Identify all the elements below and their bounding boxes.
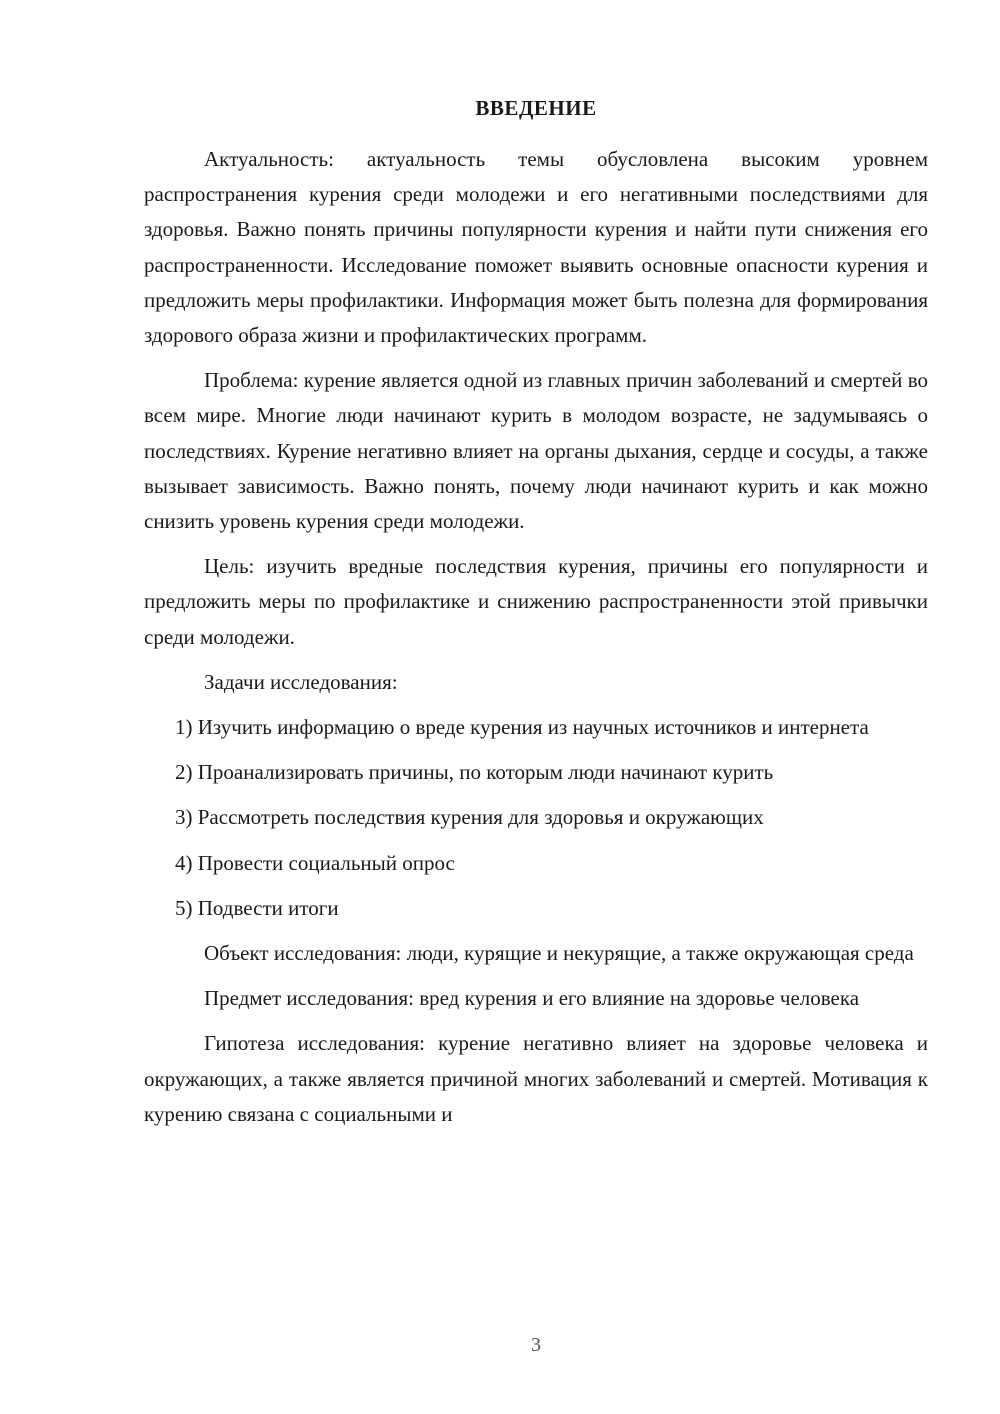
task-item-3: 3) Рассмотреть последствия курения для здоровья и окружающих [175, 805, 764, 830]
task-item-4: 4) Провести социальный опрос [175, 850, 455, 875]
paragraph-hypothesis: Гипотеза исследования: курение негативно влияет на здоровье человека и окружающих, а также является причиной многих заболеваний и смертей. Мотивация к курению связана с социальными и [144, 1031, 928, 1126]
paragraph-subject: Предмет исследования: вред курения и его влияние на здоровье человека [204, 986, 860, 1011]
page-number: 3 [531, 1334, 541, 1356]
section-title: ВВЕДЕНИЕ [475, 96, 597, 120]
paragraph-object: Объект исследования: люди, курящие и некурящие, а также окружающая среда [204, 941, 914, 966]
tasks-heading: Задачи исследования: [204, 669, 398, 694]
document-body [144, 142, 928, 1142]
paragraph-problem: Проблема: курение является одной из главных причин заболеваний и смертей во всем мире. Многие люди начинают курить в молодом возрасте, не задумываясь о последствиях. Курение негативно влияет на органы дыхания, сердце и сосуды, а также вызывает зависимость. Важно понять, почему люди начинают курить и как можно снизить уровень курения среди молодежи. [144, 368, 928, 534]
task-item-2: 2) Проанализировать причины, по которым люди начинают курить [175, 760, 774, 785]
task-item-5: 5) Подвести итоги [175, 895, 339, 920]
task-item-1: 1) Изучить информацию о вреде курения из научных источников и интернета [175, 715, 869, 740]
paragraph-goal: Цель: изучить вредные последствия курения, причины его популярности и предложить меры по профилактике и снижению распространенности этой привычки среди молодежи. [144, 554, 928, 649]
paragraph-relevance: Актуальность: актуальность темы обусловлена высоким уровнем распространения курения среди молодежи и его негативными последствиями для здоровья. Важно понять причины популярности курения и найти пути снижения его распространенности. Исследование поможет выявить основные опасности курения и предложить меры профилактики. Информация может быть полезна для формирования здорового образа жизни и профилактических программ. [144, 147, 928, 348]
